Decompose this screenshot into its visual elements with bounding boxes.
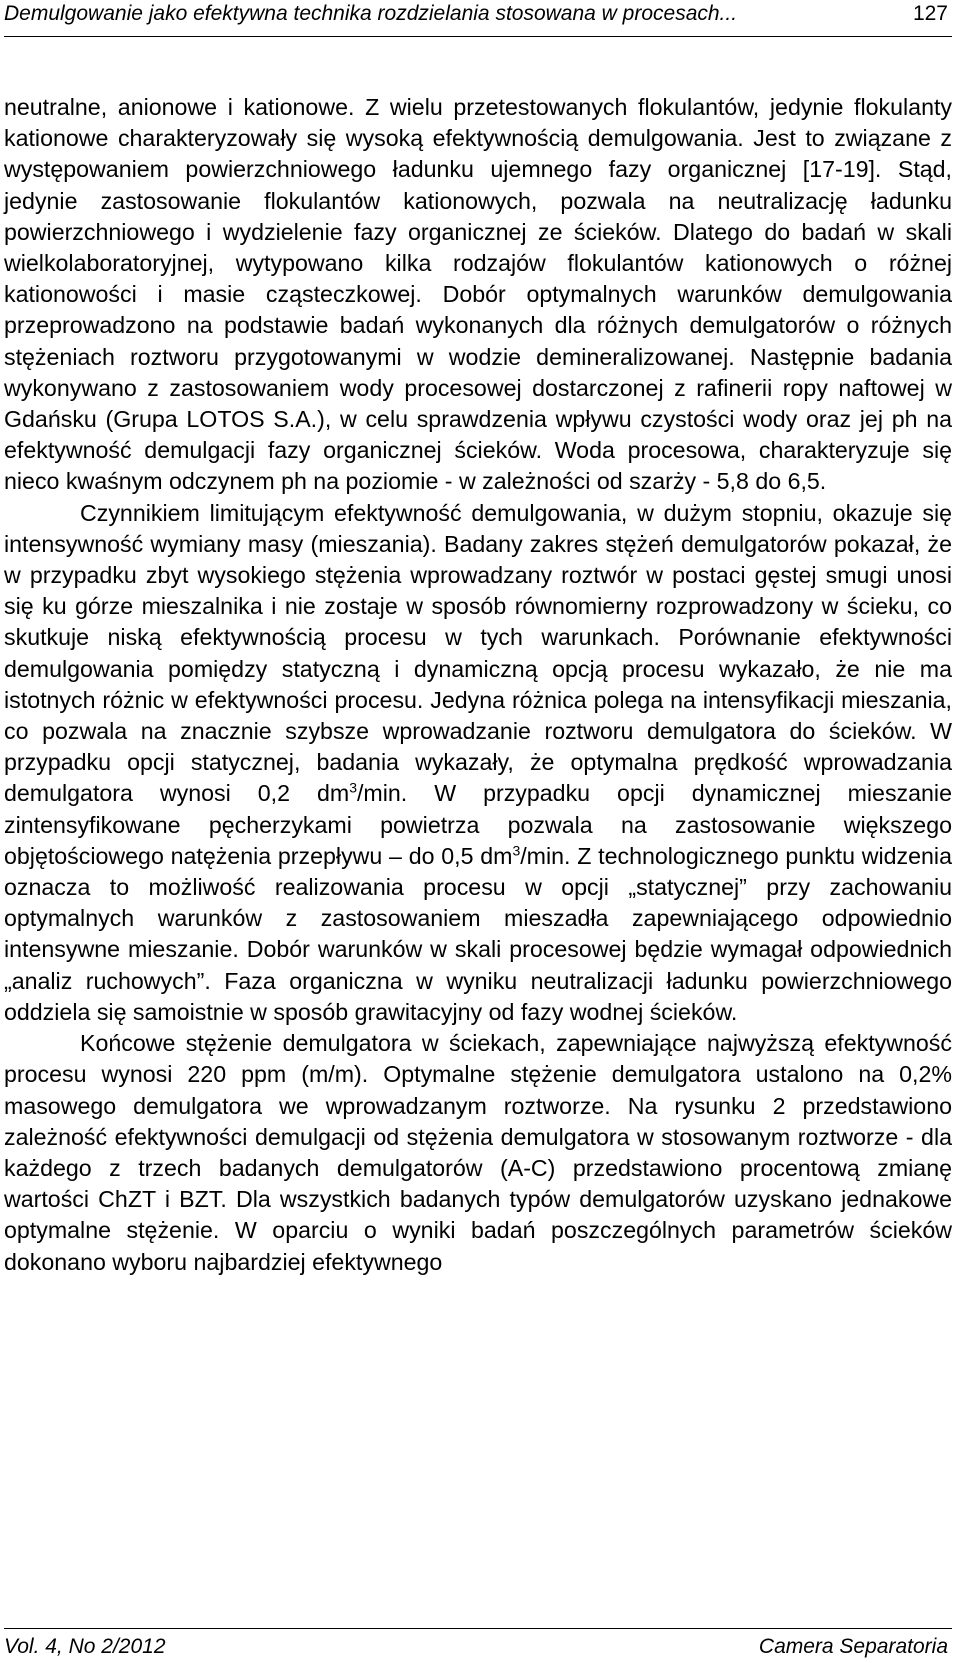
- paragraph-text: Czynnikiem limitującym efektywność demulgowania, w dużym stopniu, okazuje się intensywność wymiany masy (mieszania). Badany zakres stężeń demulgatorów pokazał, że w przypadku zbyt wysokiego stężenia wprowadzany roztwór w postaci gęstej smugi unosi się ku górze mieszalnika i nie zostaje w sposób równomierny rozprowadzony w ścieku, co skutkuje niską efektywnością procesu w tych warunkach. Porównanie efektywności demulgowania pomiędzy statyczną i dynamiczną opcją procesu wykazało, że nie ma istotnych różnic w efektywności procesu. Jedyna różnica polega na intensyfikacji mieszania, co pozwala na znacznie szybsze wprowadzanie roztworu demulgatora do ścieków. W przypadku opcji statycznej, badania wykazały, że optymalna prędkość wprowadzania demulgatora wynosi 0,2 dm: [4, 499, 952, 807]
- paragraph: Końcowe stężenie demulgatora w ściekach, zapewniające najwyższą efektywność procesu wynosi 220 ppm (m/m). Optymalne stężenie demulgatora ustalono na 0,2% masowego demulgatora we wprowadzanym roztworze. Na rysunku 2 przedstawiono zależność efektywności demulgacji od stężenia demulgatora w stosowanym roztworze - dla każdego z trzech badanych demulgatorów (A-C) przedstawiono procentową zmianę wartości ChZT i BZT. Dla wszystkich badanych typów demulgatorów uzyskano jednakowe optymalne stężenie. W oparciu o wyniki badań poszczególnych parametrów ścieków dokonano wyboru najbardziej efektywnego: [4, 1030, 952, 1275]
- journal-name: Camera Separatoria: [758, 1635, 948, 1658]
- article-body: [4, 92, 952, 1278]
- paragraph: [4, 498, 952, 1028]
- volume-info: Vol. 4, No 2/2012: [4, 1635, 166, 1658]
- running-title: Demulgowanie jako efektywna technika rozdzielania stosowana w procesach...: [4, 2, 738, 25]
- paragraph-text: /min. Z technologicznego punktu widzenia oznacza to możliwość realizowania procesu w opcji „statycznej” przy zachowaniu optymalnych warunków z zastosowaniem mieszadła zapewniającego odpowiednio intensywne mieszanie. Dobór warunków w skali procesowej będzie wymagał odpowiednich „analiz ruchowych”. Faza organiczna w wyniku neutralizacji ładunku powierzchniowego oddziela się samoistnie w sposób grawitacyjny od fazy wodnej ścieków.: [4, 842, 952, 1025]
- page-footer: [4, 1628, 952, 1659]
- superscript: 3: [512, 842, 521, 859]
- paragraph: neutralne, anionowe i kationowe. Z wielu przetestowanych flokulantów, jedynie flokulanty kationowe charakteryzowały się wysoką efektywnością demulgowania. Jest to związane z występowaniem powierzchniowego ładunku ujemnego fazy organicznej [17-19]. Stąd, jedynie zastosowanie flokulantów kationowych, pozwala na neutralizację ładunku powierzchniowego i wydzielenie fazy organicznej ze ścieków. Dlatego do badań w skali wielkolaboratoryjnej, wytypowano kilka rodzajów flokulantów kationowych o różnej kationowości i masie cząsteczkowej. Dobór optymalnych warunków demulgowania przeprowadzono na podstawie badań wykonanych dla różnych demulgatorów o różnych stężeniach roztworu przygotowanymi w wodzie demineralizowanej. Następnie badania wykonywano z zastosowaniem wody procesowej dostarczonej z rafinerii ropy naftowej w Gdańsku (Grupa LOTOS S.A.), w celu sprawdzenia wpływu czystości wody oraz jej ph na efektywność demulgacji fazy organicznej ścieków. Woda procesowa, charakteryzuje się nieco kwaśnym odczynem ph na poziomie - w zależności od szarży - 5,8 do 6,5.: [4, 94, 952, 495]
- running-header: [4, 0, 952, 37]
- paragraph-text: /min. W przypadku opcji dynamicznej mieszanie zintensyfikowane pęcherzykami powietrza pozwala na zastosowanie większego objętościowego natężenia przepływu – do 0,5 dm: [4, 780, 952, 869]
- page-number: 127: [912, 2, 948, 25]
- superscript: 3: [349, 779, 357, 796]
